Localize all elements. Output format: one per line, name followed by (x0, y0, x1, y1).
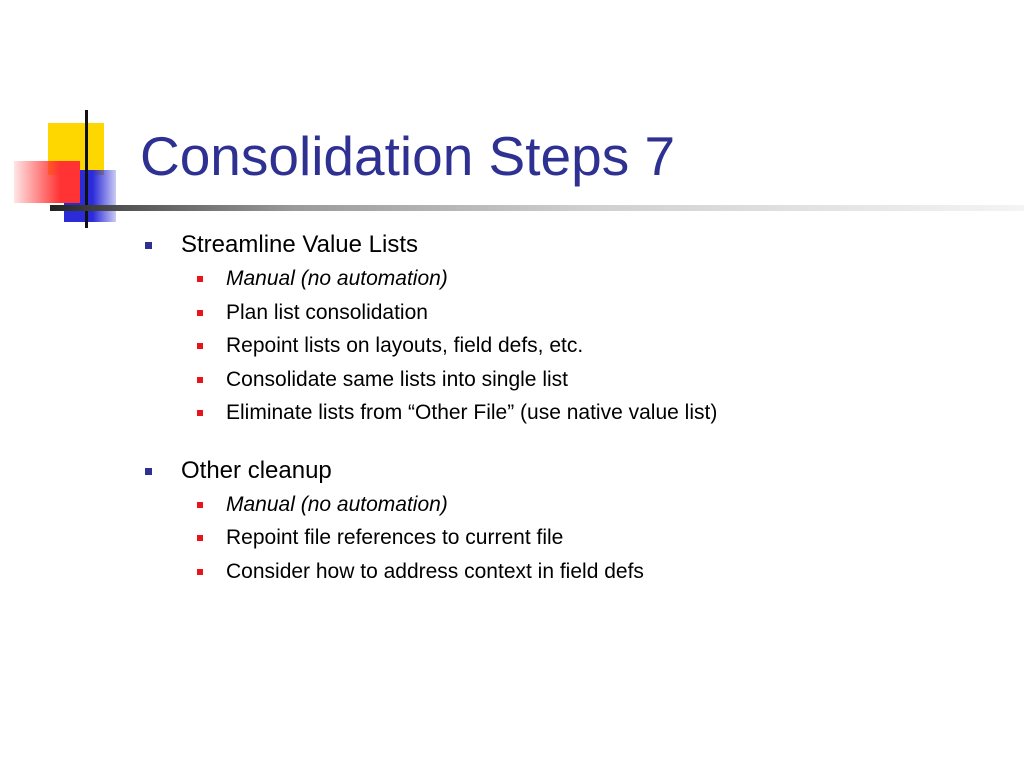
level2-item (140, 262, 1000, 296)
title-underline (50, 205, 1024, 211)
decorative-logo (0, 0, 160, 240)
square-bullet-icon (197, 276, 203, 282)
level2-item (140, 396, 1000, 430)
item-text: Manual (no automation) (226, 492, 448, 516)
square-bullet-icon (145, 242, 152, 249)
item-text: Consolidate same lists into single list (226, 367, 568, 391)
level1-item (140, 456, 1000, 486)
level2-item (140, 363, 1000, 397)
level2-item (140, 329, 1000, 363)
level2-item (140, 488, 1000, 522)
sub-list (140, 262, 1000, 430)
square-bullet-icon (197, 343, 203, 349)
sub-list (140, 488, 1000, 589)
deco-red-bar (14, 161, 80, 203)
level2-item (140, 296, 1000, 330)
square-bullet-icon (145, 468, 152, 475)
slide-title: Consolidation Steps 7 (140, 125, 676, 187)
square-bullet-icon (197, 377, 203, 383)
level1-item (140, 230, 1000, 260)
square-bullet-icon (197, 535, 203, 541)
square-bullet-icon (197, 569, 203, 575)
section-streamline-value-lists (140, 230, 1000, 430)
item-text: Plan list consolidation (226, 300, 428, 324)
level2-item (140, 555, 1000, 589)
item-text: Manual (no automation) (226, 267, 448, 290)
square-bullet-icon (197, 410, 203, 416)
item-text: Repoint lists on layouts, field defs, etc. (226, 334, 584, 357)
item-text: Eliminate lists from “Other File” (use native value list) (226, 401, 718, 424)
item-text: Consider how to address context in field defs (226, 559, 644, 583)
slide-body (140, 230, 1000, 614)
section-label: Other cleanup (181, 456, 332, 484)
section-label: Streamline Value Lists (181, 231, 418, 258)
section-other-cleanup (140, 456, 1000, 589)
square-bullet-icon (197, 310, 203, 316)
square-bullet-icon (197, 502, 203, 508)
level2-item (140, 521, 1000, 555)
item-text: Repoint file references to current file (226, 526, 564, 549)
